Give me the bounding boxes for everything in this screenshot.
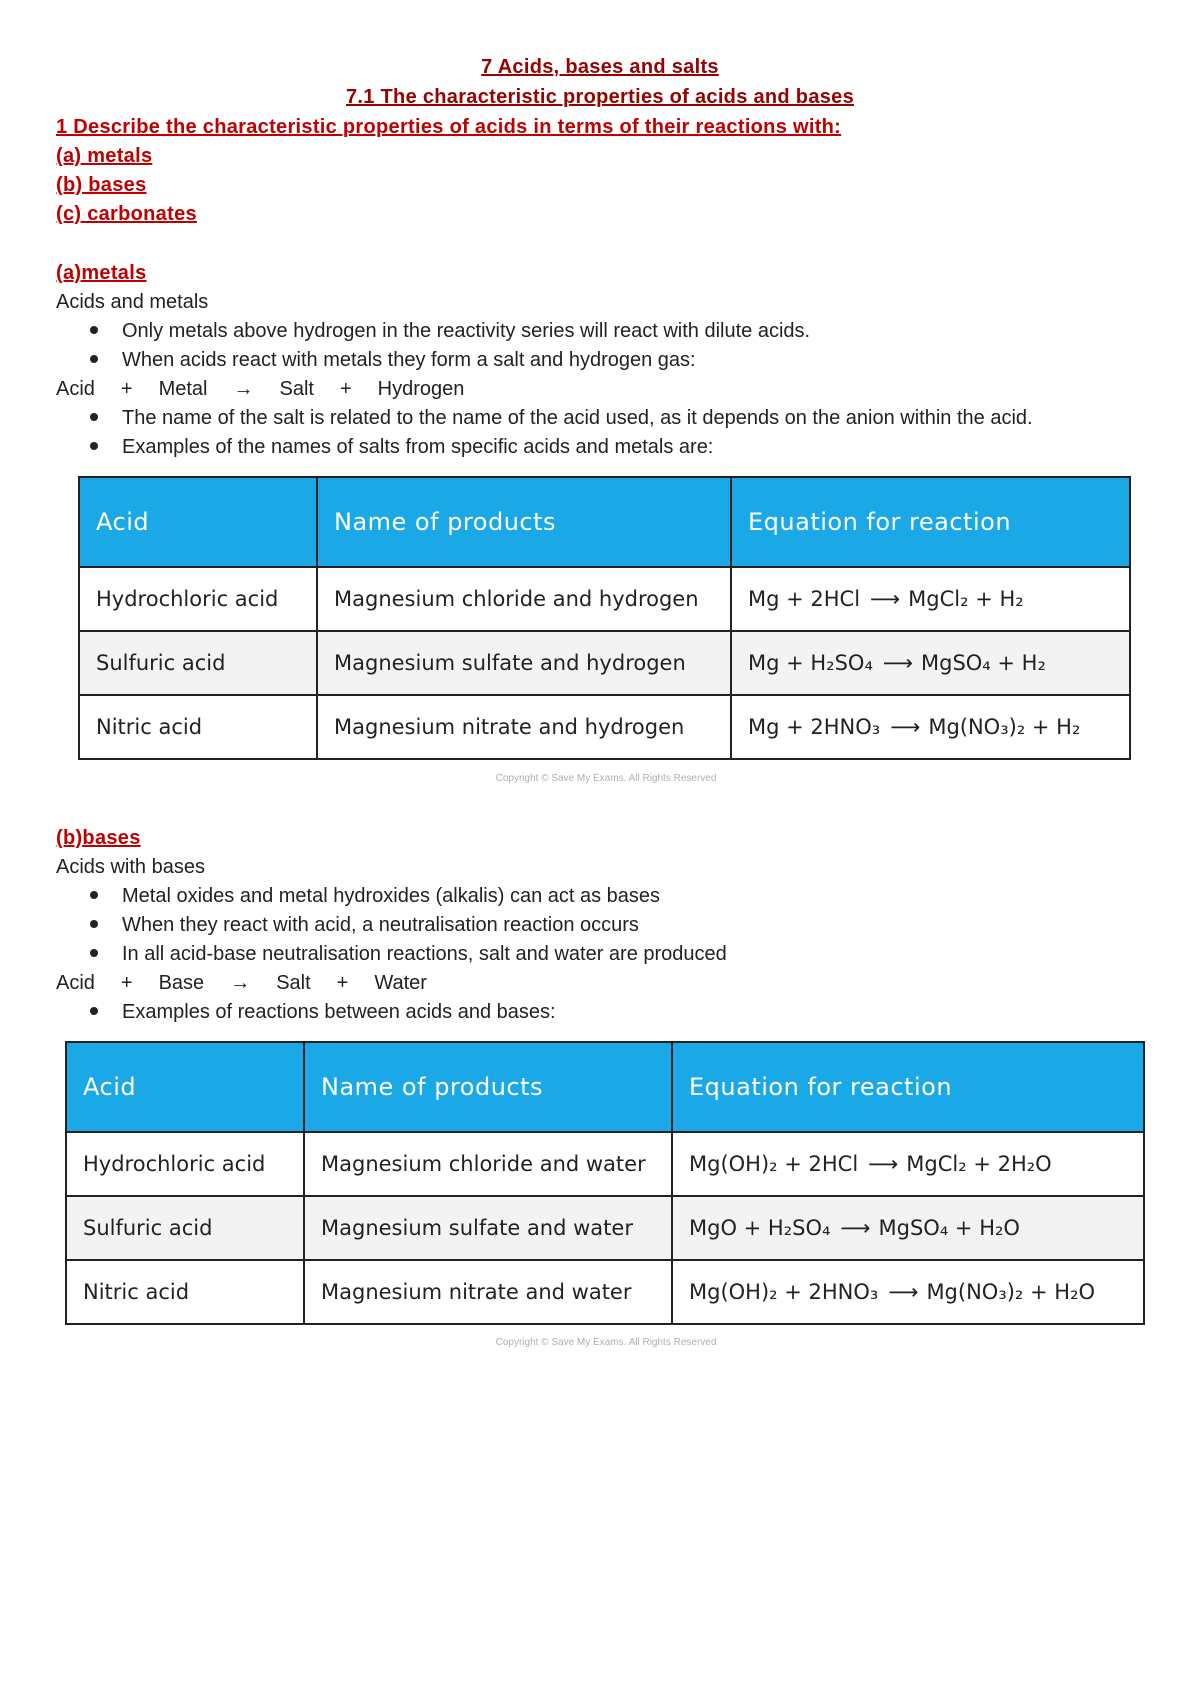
metals-table [78, 476, 1131, 760]
arrow-icon: ⟶ [882, 651, 911, 675]
bullet-icon [90, 355, 98, 363]
acid-cell: Sulfuric acid [66, 1196, 304, 1260]
products-cell: Magnesium nitrate and hydrogen [317, 695, 731, 759]
bases-intro: Acids with bases [56, 856, 205, 878]
word-equation: Acid + Metal → Salt + Hydrogen [56, 378, 465, 400]
objective-item-a: (a) metals [56, 145, 153, 167]
arrow-icon: ⟶ [890, 715, 919, 739]
bases-table [65, 1041, 1145, 1325]
objective-item-c: (c) carbonates [56, 203, 197, 225]
bullet-icon [90, 442, 98, 450]
acid-cell: Nitric acid [66, 1260, 304, 1324]
table-row [66, 1132, 1144, 1196]
objective-item-b: (b) bases [56, 174, 147, 196]
bullet-icon [90, 413, 98, 421]
metals-intro: Acids and metals [56, 291, 209, 313]
bullet-icon [90, 326, 98, 334]
equation-cell: Mg(OH)₂ + 2HCl ⟶ MgCl₂ + 2H₂O [672, 1132, 1144, 1196]
table-header: Acid [66, 1042, 304, 1132]
arrow-icon: ⟶ [888, 1280, 917, 1304]
list-item: The name of the salt is related to the name of the acid used, as it depends on the anion within the acid. [90, 407, 1033, 430]
bullet-icon [90, 920, 98, 928]
list-item: Examples of reactions between acids and bases: [90, 1001, 556, 1024]
equation-cell: Mg + H₂SO₄ ⟶ MgSO₄ + H₂ [731, 631, 1130, 695]
acid-cell: Nitric acid [79, 695, 317, 759]
table-row [79, 695, 1130, 759]
table-row [66, 1260, 1144, 1324]
products-cell: Magnesium sulfate and water [304, 1196, 672, 1260]
equation-cell: Mg(OH)₂ + 2HNO₃ ⟶ Mg(NO₃)₂ + H₂O [672, 1260, 1144, 1324]
table-header: Name of products [304, 1042, 672, 1132]
acid-cell: Hydrochloric acid [79, 567, 317, 631]
acid-cell: Sulfuric acid [79, 631, 317, 695]
table-row [79, 567, 1130, 631]
table-header: Name of products [317, 477, 731, 567]
chapter-title: 7 Acids, bases and salts [481, 56, 719, 78]
bullet-icon [90, 891, 98, 899]
list-item: Examples of the names of salts from specific acids and metals are: [90, 436, 713, 459]
table-row [66, 1196, 1144, 1260]
list-item: Metal oxides and metal hydroxides (alkalis) can act as bases [90, 885, 660, 908]
arrow-icon: ⟶ [868, 1152, 897, 1176]
table-row [79, 631, 1130, 695]
list-item: In all acid-base neutralisation reactions, salt and water are produced [90, 943, 727, 966]
arrow-icon: ⟶ [870, 587, 899, 611]
equation-cell: Mg + 2HNO₃ ⟶ Mg(NO₃)₂ + H₂ [731, 695, 1130, 759]
list-item: When they react with acid, a neutralisation reaction occurs [90, 914, 639, 937]
products-cell: Magnesium nitrate and water [304, 1260, 672, 1324]
objective-heading: 1 Describe the characteristic properties of acids in terms of their reactions with: [56, 116, 842, 138]
products-cell: Magnesium sulfate and hydrogen [317, 631, 731, 695]
arrow-icon: ⟶ [840, 1216, 869, 1240]
list-item: When acids react with metals they form a salt and hydrogen gas: [90, 349, 696, 372]
products-cell: Magnesium chloride and hydrogen [317, 567, 731, 631]
copyright-note: Copyright © Save My Exams. All Rights Reserved [495, 773, 717, 784]
metals-heading: (a)metals [56, 262, 147, 284]
bases-heading: (b)bases [56, 827, 141, 849]
section-title: 7.1 The characteristic properties of acids and bases [345, 86, 855, 108]
list-item: Only metals above hydrogen in the reactivity series will react with dilute acids. [90, 320, 810, 343]
copyright-note: Copyright © Save My Exams. All Rights Reserved [495, 1337, 717, 1348]
word-equation: Acid + Base → Salt + Water [56, 972, 427, 994]
acid-cell: Hydrochloric acid [66, 1132, 304, 1196]
table-header: Equation for reaction [731, 477, 1130, 567]
products-cell: Magnesium chloride and water [304, 1132, 672, 1196]
table-header: Equation for reaction [672, 1042, 1144, 1132]
bullet-icon [90, 1007, 98, 1015]
equation-cell: Mg + 2HCl ⟶ MgCl₂ + H₂ [731, 567, 1130, 631]
equation-cell: MgO + H₂SO₄ ⟶ MgSO₄ + H₂O [672, 1196, 1144, 1260]
table-header: Acid [79, 477, 317, 567]
bullet-icon [90, 949, 98, 957]
